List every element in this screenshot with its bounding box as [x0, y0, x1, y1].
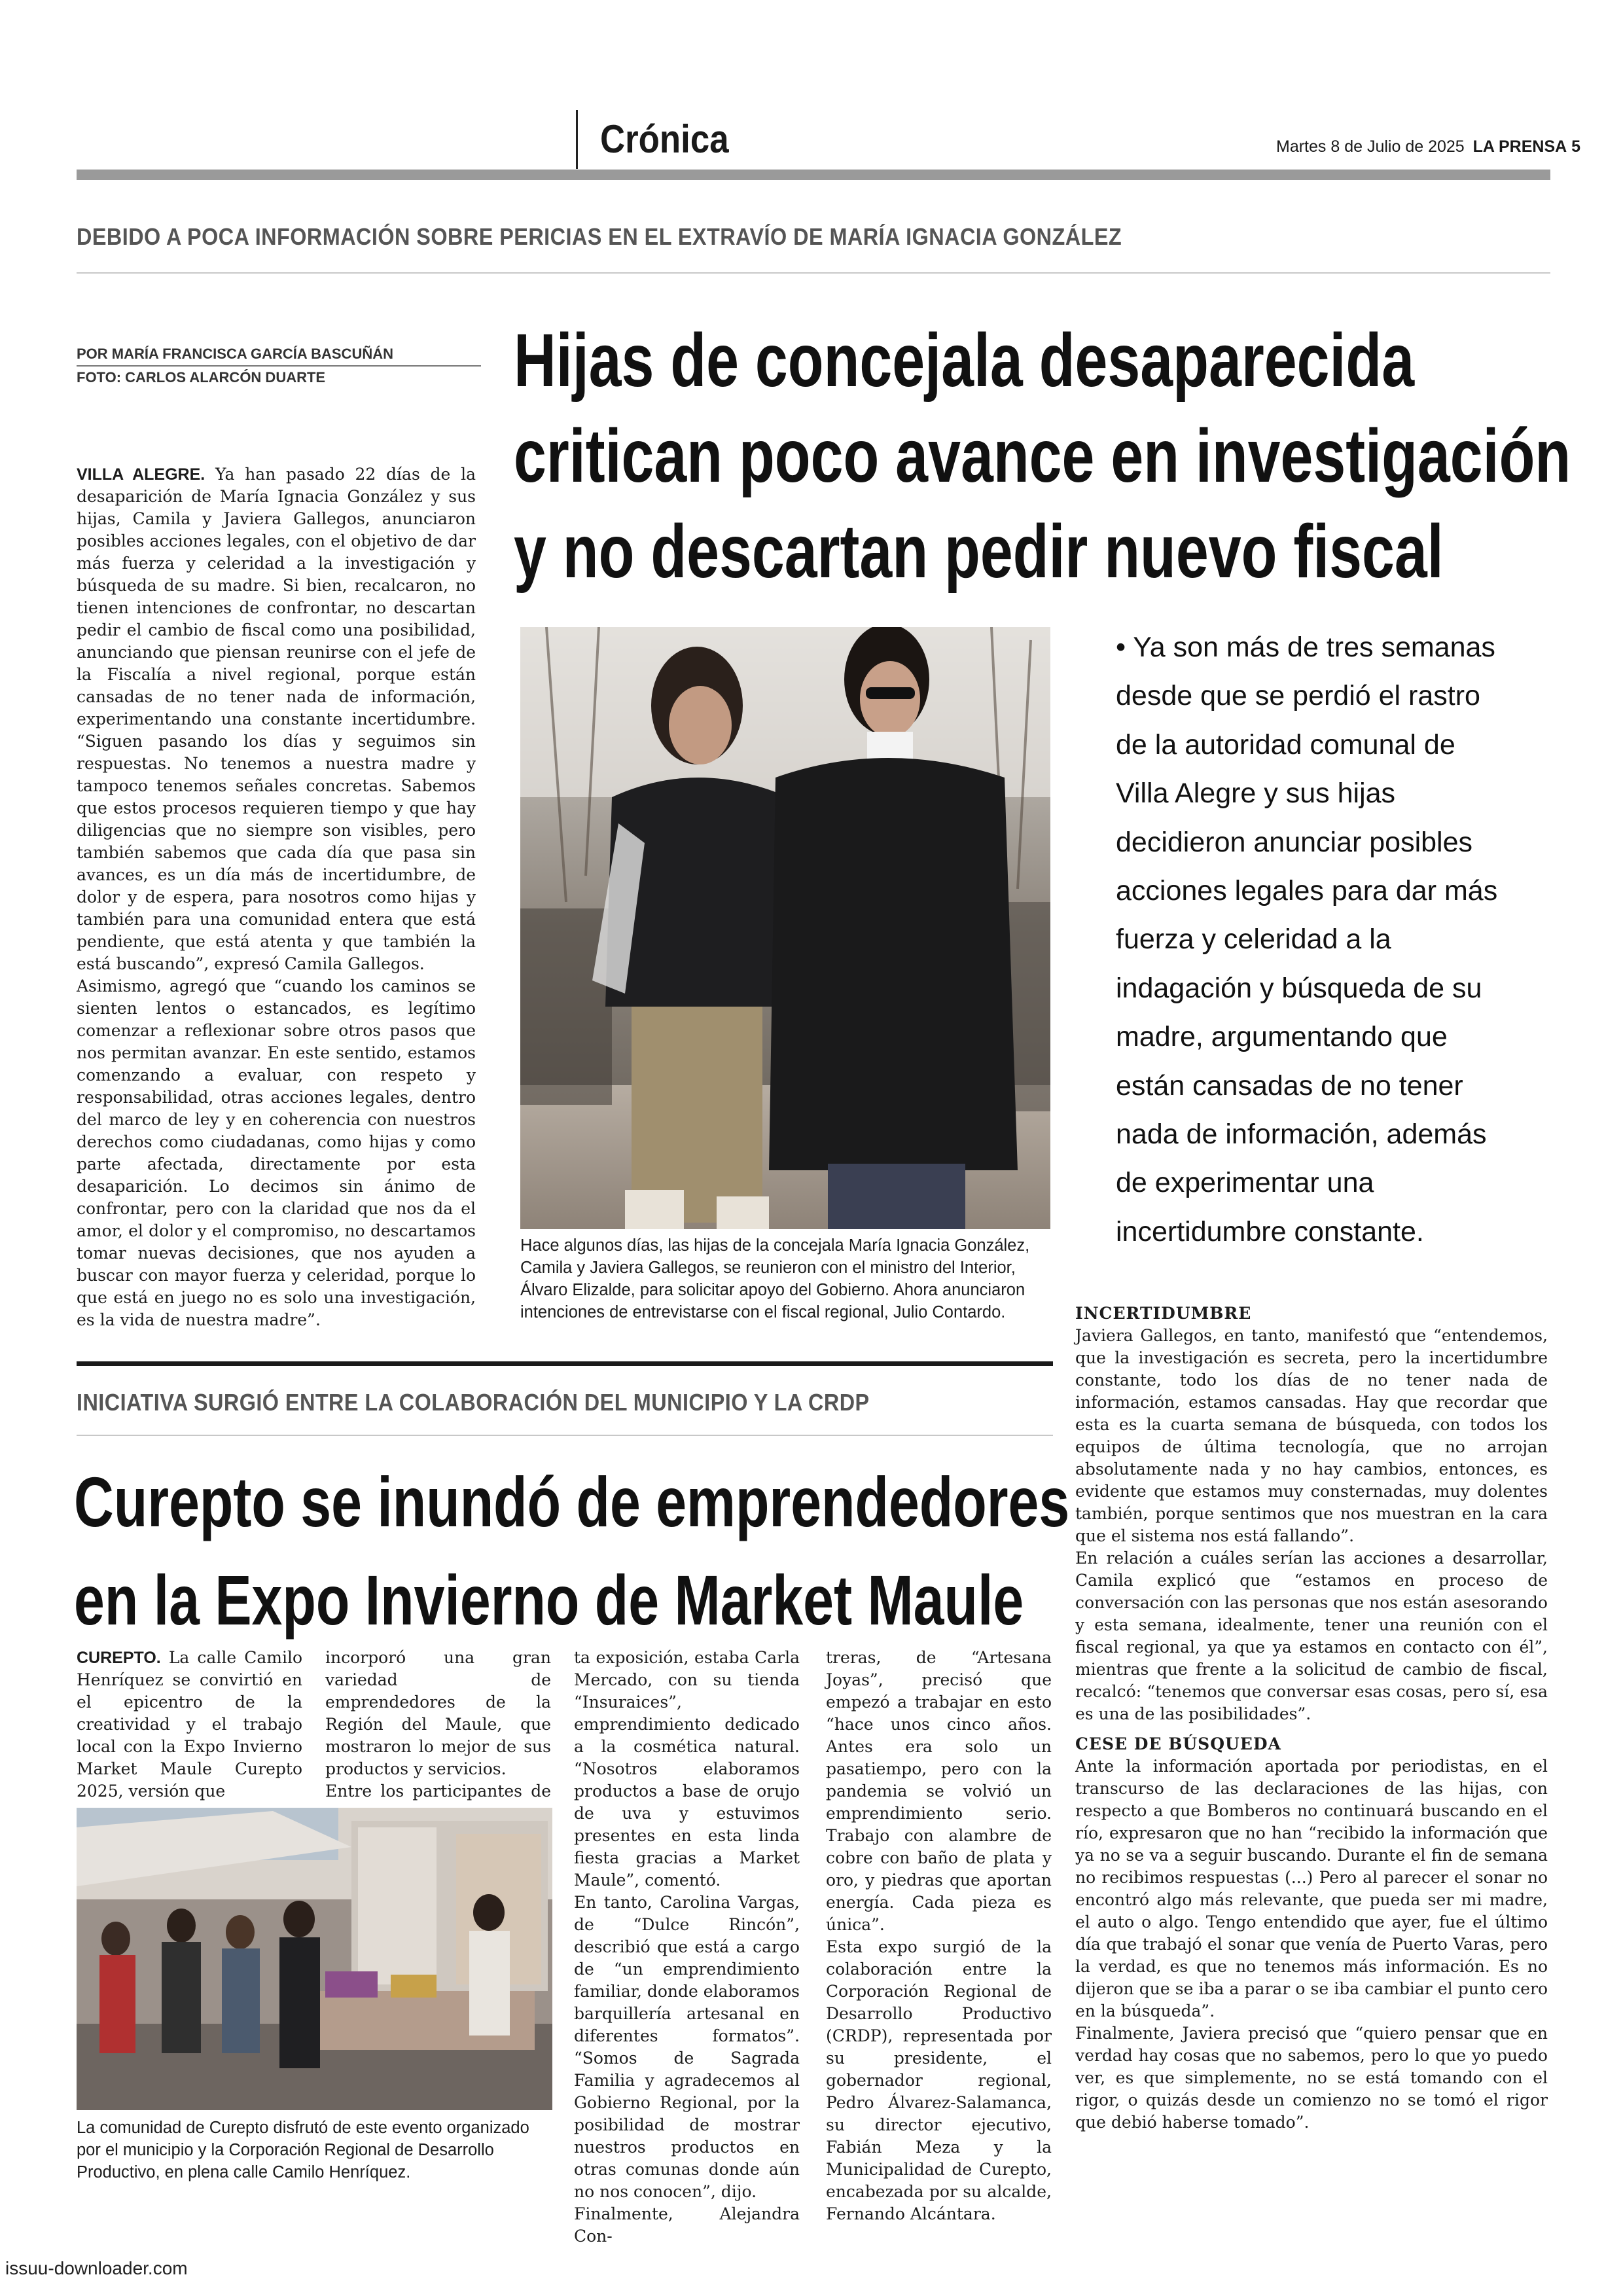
pull-quote-line: Villa Alegre y sus hijas — [1116, 778, 1396, 810]
article2-column-4 — [826, 1647, 1052, 2225]
kicker-rule — [77, 272, 1550, 274]
two-women-walking-photo — [520, 627, 1050, 1229]
paragraph: Javiera Gallegos, en tanto, manifestó que “entendemos, que la investigación es secreta, pero la incertidumbre constante, todo los días de no tener nada de información, estamos cansadas. Hay que recordar que esta es la cuarta semana de búsqueda, con todos los equipos de última tecnología, que no arrojan absolutamente nada y no hay cambios, entonces, es evidente que estamos muy consternadas, muy dolentes también, porque sentimos que nos muestran en la cara que el sistema nos está fallando”. — [1075, 1326, 1548, 1545]
page-number: 5 — [1571, 137, 1581, 156]
byline-rule — [77, 365, 481, 367]
watermark: issuu-downloader.com — [5, 2258, 188, 2278]
headline-line-3: y no descartan pedir nuevo fiscal — [514, 510, 1444, 594]
headline-line-1: Curepto se inundó de emprendedores — [74, 1462, 1070, 1541]
article1-left-column — [77, 463, 476, 1331]
paragraph: incorporó una gran variedad de emprendedores de la Región del Maule, que mostraron lo mejor de sus productos y servicios. — [325, 1648, 551, 1778]
paragraph: La calle Camilo Henríquez se convirtió en el epicentro de la creatividad y el trabajo local con la Expo Invierno Market Maule Curepto 2025, versión que — [77, 1648, 302, 1801]
header-divider-vertical — [576, 110, 578, 169]
headline-line-2: en la Expo Invierno de Market Maule — [74, 1560, 1024, 1640]
paragraph: En tanto, Carolina Vargas, de “Dulce Rincón”, describió que está a cargo de “un emprendimiento familiar, donde elaboramos barquillería artesanal en diferentes formatos”. “Somos de Sagrada Familia y agradecemos al Gobierno Regional, por la posibilidad de mostrar nuestros productos en otras comunas donde aún no nos conocen”, dijo. — [574, 1893, 800, 2201]
bullet-icon: • — [1116, 632, 1126, 663]
article2-column-2 — [325, 1647, 551, 1825]
article2-column-3 — [574, 1647, 800, 2248]
section-title: Crónica — [600, 117, 729, 161]
street-fair-photo — [77, 1808, 552, 2110]
pull-quote — [1116, 623, 1535, 1256]
pull-quote-line: decidieron anunciar posibles — [1116, 826, 1473, 858]
paragraph: Finalmente, Javiera precisó que “quiero pensar que en verdad hay cosas que no sabemos, pero lo que yo puedo ver, es que simplemente, no se está tomando con el rigor, o quizás desde un comienzo no se tomó el rigor que debió haberse tomado”. — [1075, 2024, 1548, 2132]
paragraph: ta exposición, estaba Carla Mercado, con su tienda “Insuraices”, emprendimiento dedicado a la cosmética natural. “Nosotros elaboramos productos a base de orujo de uva y estuvimos presentes en esta linda fiesta gracias a Market Maule”, comentó. — [574, 1648, 800, 1890]
pull-quote-line: desde que se perdió el rastro — [1116, 680, 1480, 712]
article2-kicker: INICIATIVA SURGIÓ ENTRE LA COLABORACIÓN DEL MUNICIPIO Y LA CRDP — [77, 1389, 870, 1416]
article2-photo — [77, 1808, 552, 2110]
photo-credit: FOTO: CARLOS ALARCÓN DUARTE — [77, 369, 326, 386]
pull-quote-line: indagación y búsqueda de su — [1116, 972, 1482, 1004]
pull-quote-line: nada de información, además — [1116, 1119, 1487, 1151]
article2-top-rule — [77, 1361, 1053, 1366]
paragraph: Entre los participantes de — [325, 1782, 551, 1801]
page-header-meta — [1276, 137, 1581, 156]
headline-line-1: Hijas de concejala desaparecida — [514, 319, 1415, 403]
pull-quote-line: acciones legales para dar más — [1116, 875, 1498, 907]
paragraph: Esta expo surgió de la colaboración entre la Corporación Regional de Desarrollo Productivo (CRDP), representada por su presidente, el gobernador regional, Pedro Álvarez-Salamanca, su director ejecutivo, Fabián Meza y la Municipalidad de Curepto, encabezada por su alcalde, Fernando Alcántara. — [826, 1937, 1052, 2223]
pull-quote-line: madre, argumentando que — [1116, 1021, 1448, 1053]
article2-kicker-rule — [77, 1435, 1053, 1436]
subhead-incertidumbre: INCERTIDUMBRE — [1075, 1304, 1252, 1323]
article1-kicker: DEBIDO A POCA INFORMACIÓN SOBRE PERICIAS EN EL EXTRAVÍO DE MARÍA IGNACIA GONZÁLEZ — [77, 223, 1122, 250]
pull-quote-line: están cansadas de no tener — [1116, 1069, 1463, 1102]
article1-headline — [514, 313, 1571, 600]
pull-quote-line: de experimentar una — [1116, 1167, 1374, 1199]
paragraph: Ante la información aportada por periodistas, en el transcurso de las declaraciones de las hijas, con respecto a que Bomberos no continuará buscando en el río, expresaron que no han “recibido la información que ya no se va a seguir buscando. Durante el fin de semana no recibimos respuestas (...) Pero al parecer el sonar no encontró algo más relevante, que pueda ser mi madre, el auto o algo. Tengo entendido que ayer, fue el último día que trabajó el sonar que venía de Puerto Varas, pero la verdad, es que no tenemos más información. Es no dijeron que se iba a parar o se iba cambiar el punto cero en la búsqueda”. — [1075, 1757, 1548, 2020]
headline-line-2: critican poco avance en investigación — [514, 414, 1571, 498]
article1-right-column — [1075, 1302, 1548, 2134]
pull-quote-line: de la autoridad comunal de — [1116, 728, 1455, 761]
paragraph: Asimismo, agregó que “cuando los caminos se sienten lentos o estancados, es legítimo comenzar a reflexionar sobre otros pasos que nos permitan avanzar. En este sentido, estamos comenzando a evaluar, con respeto y responsabilidad, otras acciones legales, dentro del marco de ley y en coherencia con nuestros derechos como ciudadanas, como hijas y como parte afectada, directamente por esta desaparición. Lo decimos sin ánimo de confrontar, pero con la claridad que nos da el amor, el dolor y el compromiso, no descartamos tomar nuevas decisiones, que nos ayuden a buscar con mayor fuerza y celeridad, porque lo que está en juego no es solo una investigación, es la vida de nuestra madre”. — [77, 977, 476, 1329]
pull-quote-line: incertidumbre constante. — [1116, 1215, 1424, 1247]
newspaper-name: LA PRENSA — [1472, 137, 1567, 156]
dateline: CUREPTO. — [77, 1649, 161, 1667]
article2-column-1 — [77, 1647, 302, 1803]
article1-photo-caption: Hace algunos días, las hijas de la concejala María Ignacia González, Camila y Javiera Gallegos, se reunieron con el ministro del Interior, Álvaro Elizalde, para solicitar apoyo del Gobierno. Ahora anunciaron intenciones de entrevistarse con el fiscal regional, Julio Contardo. — [520, 1236, 1030, 1321]
pull-quote-line: • Ya son más de tres semanas — [1116, 632, 1495, 663]
paragraph: Finalmente, Alejandra Con- — [574, 2204, 800, 2246]
article1-photo — [520, 627, 1050, 1229]
paragraph: Ya han pasado 22 días de la desaparición de María Ignacia González y sus hijas, Camila y Javiera Gallegos, anunciaron posibles acciones legales, con el objetivo de dar más fuerza y celeridad a la investigación y búsqueda de su madre. Si bien, recalcaron, no tienen intenciones de confrontar, no descartan pedir el cambio de fiscal como una posibilidad, anunciando que piensan reunirse con el jefe de la Fiscalía a nivel regional, porque están cansadas de no tener nada de información, experimentando una constante incertidumbre. “Siguen pasando los días y seguimos sin respuestas. No tenemos a nuestra madre y tampoco tenemos señales concretas. Sabemos que estos procesos requieren tiempo y que hay diligencias que no siempre son visibles, pero también sabemos que cada día que pasa sin avances, es un día más de incertidumbre, de dolor y de espera, para nosotros como hijas y también para una comunidad entera que está pendiente, que está atenta y que también la está buscando”, expresó Camila Gallegos. — [77, 465, 476, 973]
subhead-cese-de-busqueda: CESE DE BÚSQUEDA — [1075, 1734, 1281, 1753]
article2-photo-caption: La comunidad de Curepto disfrutó de este evento organizado por el municipio y la Corporación Regional de Desarrollo Productivo, en plena calle Camilo Henríquez. — [77, 2119, 529, 2181]
header-rule — [77, 170, 1550, 180]
dateline: VILLA ALEGRE. — [77, 465, 205, 484]
issue-date: Martes 8 de Julio de 2025 — [1276, 137, 1465, 156]
paragraph: treras, de “Artesana Joyas”, precisó que empezó a trabajar en esto “hace unos cinco años. Antes era solo un pasatiempo, pero con la pandemia se volvió un emprendimiento serio. Trabajo con alambre de cobre con baño de plata y oro, y piedras que aportan energía. Cada pieza es única”. — [826, 1648, 1052, 1934]
byline: POR MARÍA FRANCISCA GARCÍA BASCUÑÁN — [77, 346, 393, 362]
pull-quote-line: fuerza y celeridad a la — [1116, 924, 1391, 956]
paragraph: En relación a cuáles serían las acciones a desarrollar, Camila explicó que “estamos en proceso de conversación con las personas que nos están asesorando y esta semana, idealmente, tener una reunión con el fiscal regional, ya que ya estamos en contacto con él”, mientras que frente a la solicitud de cambio de fiscal, recalcó: “tenemos que conversar esas cosas, pero sí, esa es una de las posibilidades”. — [1075, 1549, 1548, 1723]
article2-headline — [74, 1453, 1186, 1649]
